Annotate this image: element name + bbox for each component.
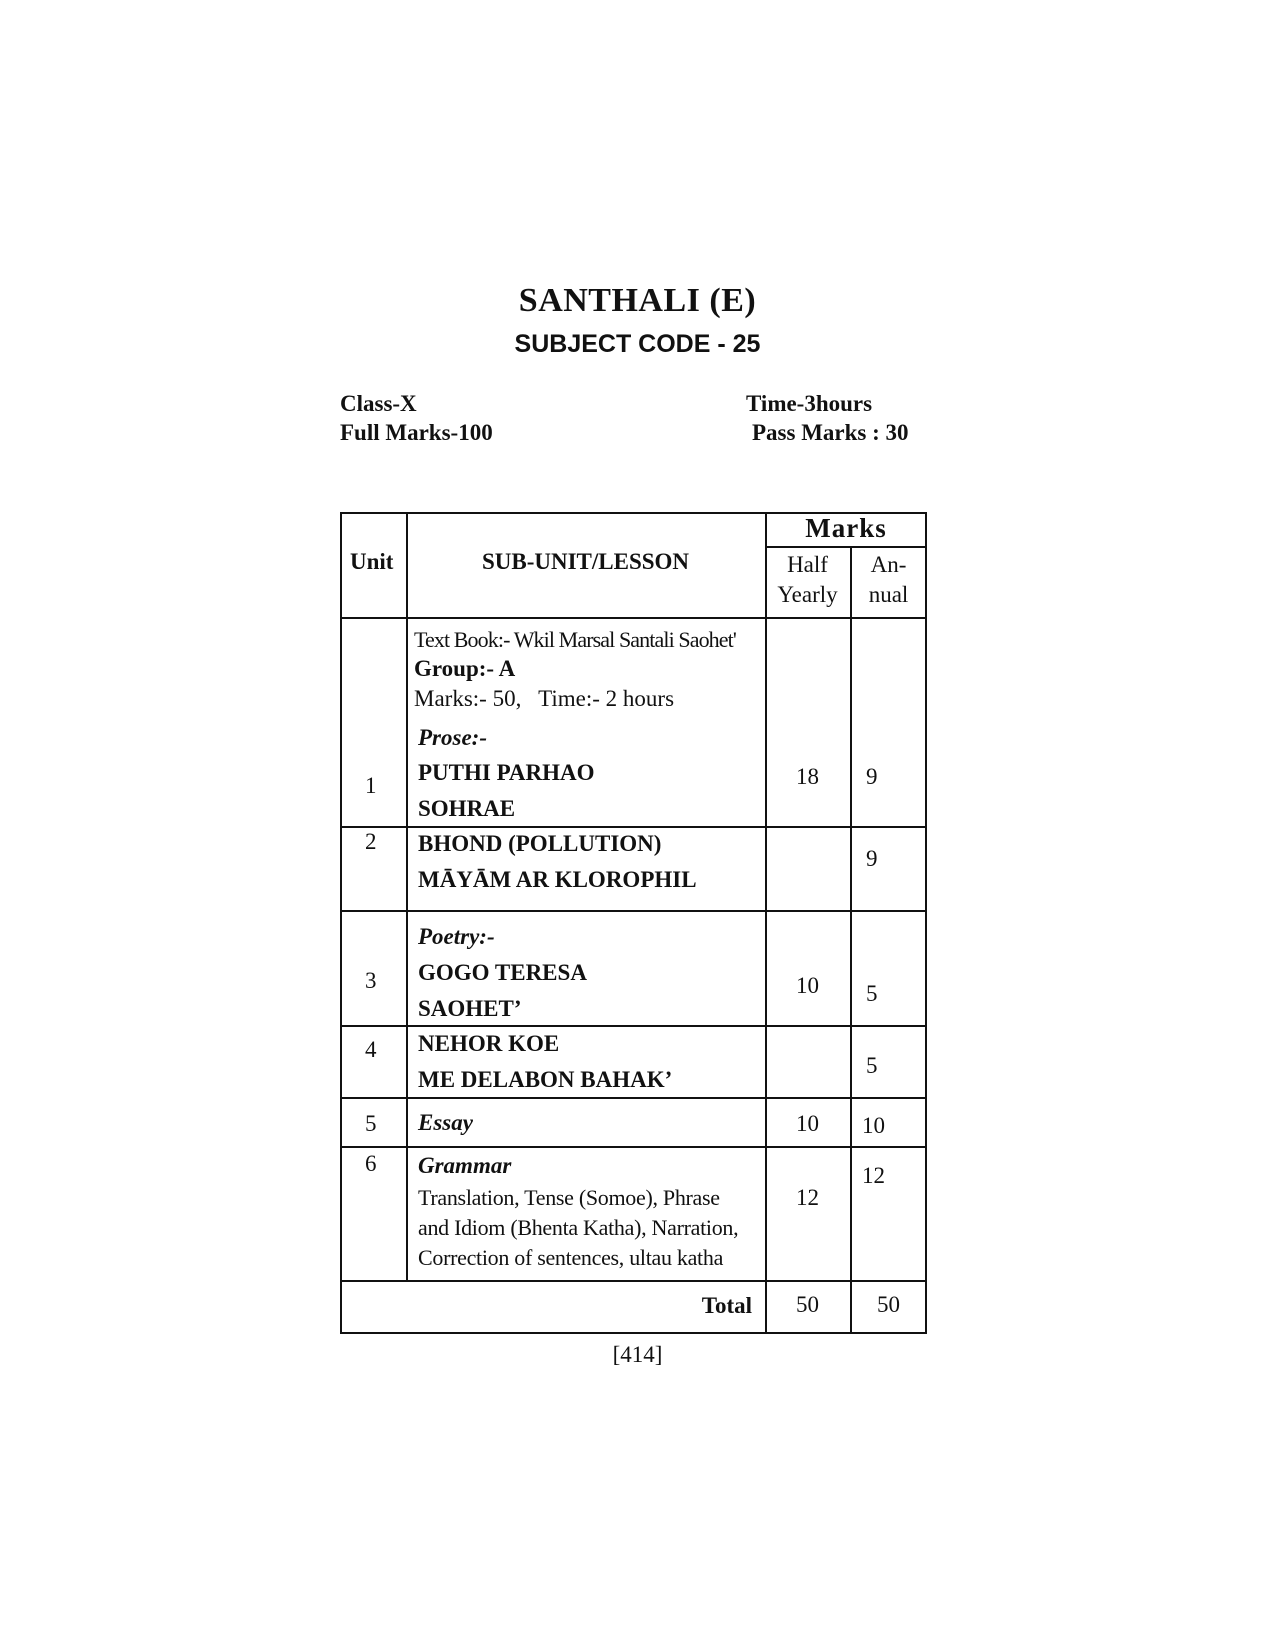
unit-2: 2 [365,829,377,854]
lesson-mayam: MĀYĀM AR KLOROPHIL [418,867,697,892]
unit-6: 6 [365,1151,377,1176]
lesson-nehor-koe: NEHOR KOE [418,1031,560,1056]
class-label: Class-X [340,391,417,416]
marks-time-label: Marks:- 50, Time:- 2 hours [414,686,675,711]
divider-half-annual [850,546,852,1334]
row-line-5 [340,1146,927,1148]
grammar-detail-2: and Idiom (Bhenta Katha), Narration, [418,1215,739,1240]
total-half-yearly: 50 [796,1292,819,1317]
page-number: [414] [612,1342,663,1367]
unit-4: 4 [365,1037,377,1062]
row-line-6 [340,1280,927,1282]
section-poetry: Poetry:- [418,924,495,949]
section-prose: Prose:- [418,725,487,750]
annual-unit-2: 9 [866,846,878,871]
page-title: SANTHALI (E) [518,282,757,319]
lesson-gogo-teresa: GOGO TERESA [418,960,587,985]
half-yearly-unit-1: 18 [796,764,819,789]
row-line-3 [340,1025,927,1027]
unit-5: 5 [365,1111,377,1136]
table-border-right [925,512,927,1334]
col-annual-line-1: An- [870,552,907,577]
time-label: Time-3hours [746,391,873,416]
annual-unit-5: 10 [862,1113,885,1138]
subject-code: SUBJECT CODE - 25 [514,330,761,358]
annual-unit-1: 9 [866,764,878,789]
col-lesson-header: SUB-UNIT/LESSON [481,549,690,574]
unit-3: 3 [365,968,377,993]
grammar-detail-1: Translation, Tense (Somoe), Phrase [418,1185,720,1210]
lesson-bhond: BHOND (POLLUTION) [418,831,662,856]
lesson-sohrae: SOHRAE [418,796,516,821]
half-yearly-unit-5: 10 [796,1111,819,1136]
row-line-1 [340,826,927,828]
col-half-line-2: Yearly [777,582,838,607]
col-annual-line-2: nual [868,582,909,607]
col-half-yearly-header [765,550,850,610]
col-unit-header: Unit [350,549,394,574]
pass-marks-label: Pass Marks : 30 [752,420,909,445]
total-label: Total [701,1293,752,1318]
annual-unit-6: 12 [862,1163,885,1188]
divider-unit-lesson [406,512,408,1282]
lesson-essay: Essay [418,1110,473,1135]
row-line-4 [340,1097,927,1099]
marks-subheader-line [765,546,927,548]
lesson-grammar: Grammar [418,1153,512,1178]
table-border-left [340,512,342,1334]
full-marks-label: Full Marks-100 [340,420,493,445]
header-bottom-line [340,617,927,619]
annual-unit-4: 5 [866,1053,878,1078]
annual-unit-3: 5 [866,981,878,1006]
lesson-saohet: SAOHET’ [418,996,522,1021]
table-border-bottom [340,1332,927,1334]
half-yearly-unit-6: 12 [796,1185,819,1210]
grammar-detail-3: Correction of sentences, ultau katha [418,1245,724,1270]
col-annual-header [850,550,927,610]
textbook-label: Text Book:- Wkil Marsal Santali Saohet' [414,627,736,652]
unit-1: 1 [365,773,377,798]
half-yearly-unit-3: 10 [796,973,819,998]
lesson-puthi-parhao: PUTHI PARHAO [418,760,595,785]
lesson-me-delabon: ME DELABON BAHAK’ [418,1067,673,1092]
total-annual: 50 [877,1292,900,1317]
col-marks-header: Marks [805,513,887,543]
group-label: Group:- A [414,656,516,681]
col-half-line-1: Half [787,552,828,577]
row-line-2 [340,910,927,912]
